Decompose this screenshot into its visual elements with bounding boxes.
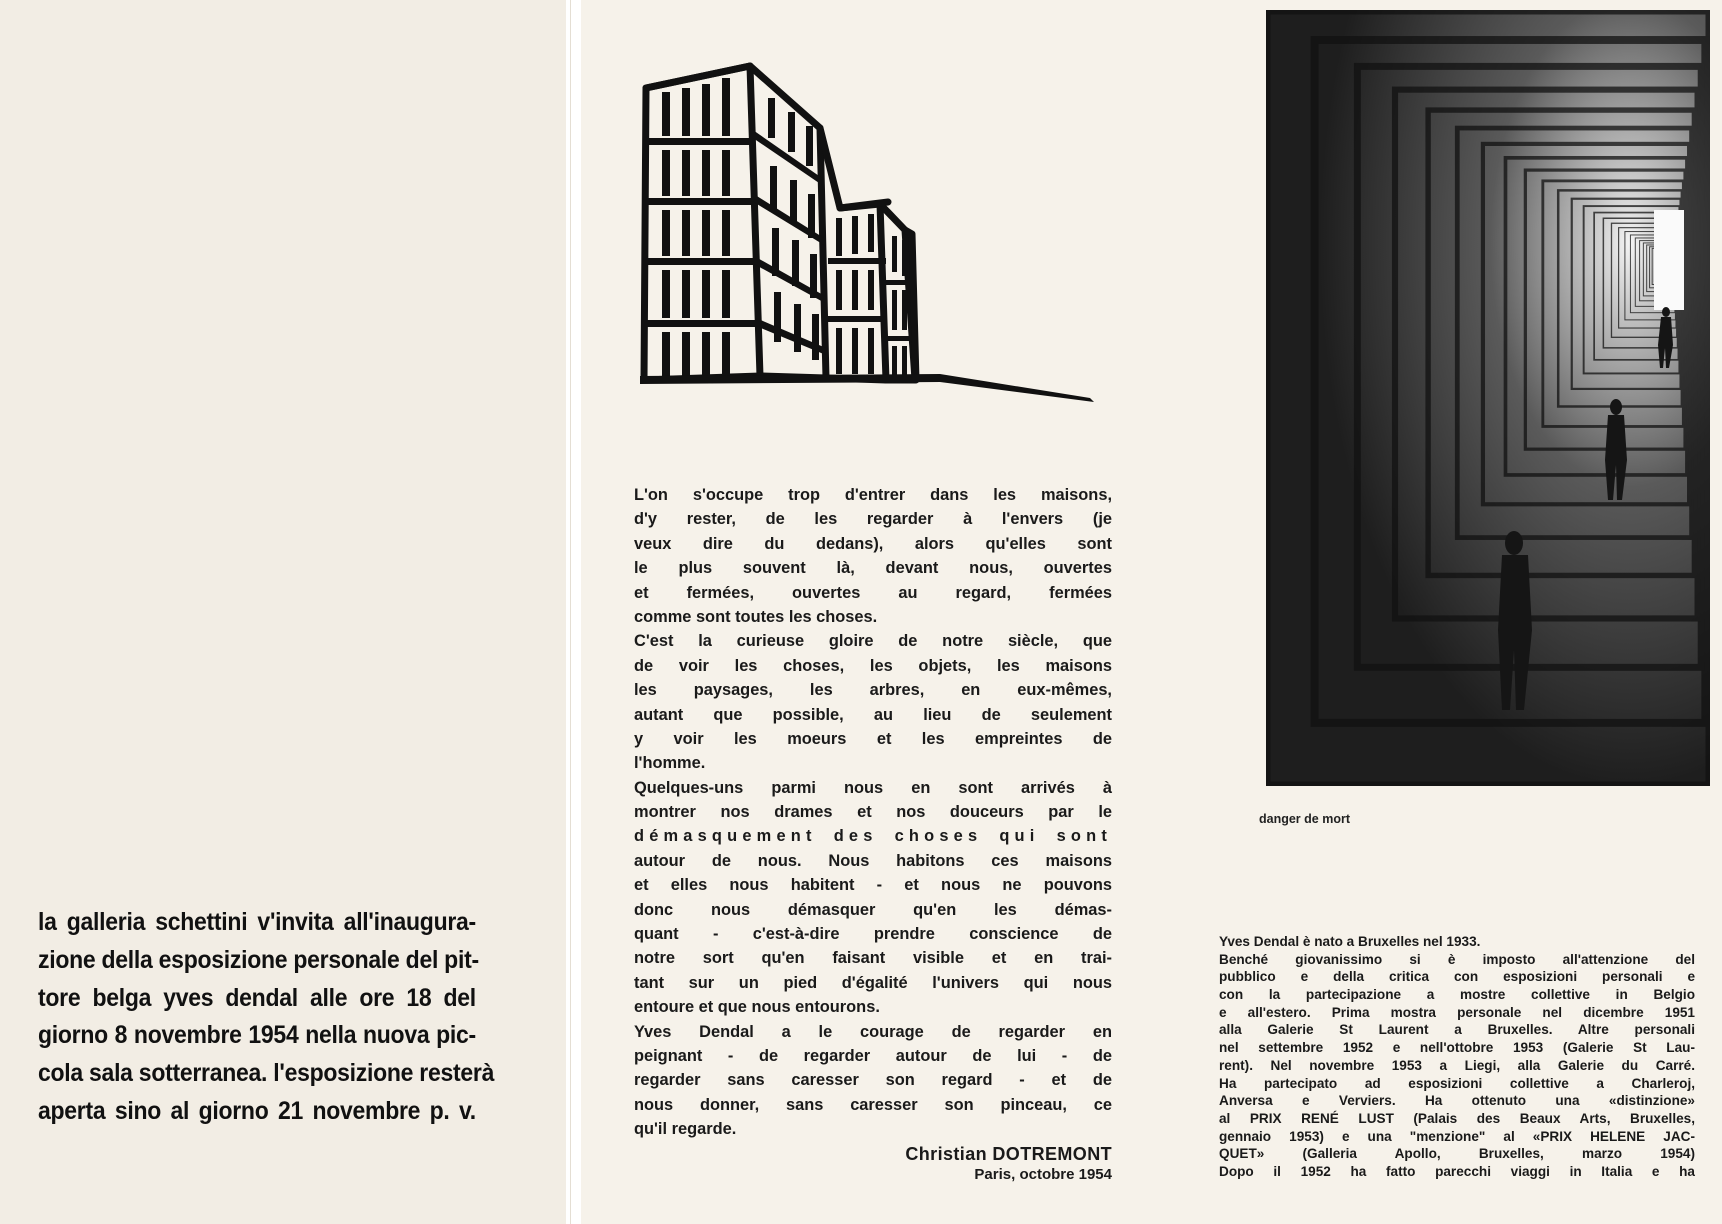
painting-photo: [1266, 10, 1710, 786]
place-date: Paris, octobre 1954: [974, 1166, 1112, 1183]
invitation-line: giorno 8 novembre 1954 nella nuova pic-: [38, 1021, 476, 1050]
invitation-line: tore belga yves dendal alle ore 18 del: [38, 983, 476, 1012]
bio-line: alla Galerie St Laurent a Bruxelles. Altre personali: [1219, 1022, 1695, 1038]
bio-line: Yves Dendal è nato a Bruxelles nel 1933.: [1219, 934, 1481, 949]
invitation-line: la galleria schettini v'invita all'inaugura-: [38, 908, 476, 936]
invitation-line: zione della esposizione personale del pit-: [38, 945, 479, 974]
bio-line: e all'estero. Prima mostra personale nel dicembre 1951: [1219, 1004, 1695, 1020]
invitation-panel: [0, 0, 566, 1224]
corridor-image: [1266, 10, 1710, 786]
bio-line: QUET» (Galleria Apollo, Bruxelles, marzo 1954): [1219, 1146, 1695, 1162]
author-name: Christian DOTREMONT: [905, 1144, 1112, 1164]
essay-line: nous donner, sans caresser son pinceau, ce: [634, 1095, 1112, 1114]
essay-line: les paysages, les arbres, en eux-mêmes,: [634, 681, 1112, 700]
essay-line: de voir les choses, les objets, les maisons: [634, 656, 1112, 675]
essay-line: autour de nous. Nous habitons ces maisons: [634, 851, 1112, 870]
bio-line: Anversa e Verviers. Ha ottenuto una «distinzione»: [1219, 1093, 1695, 1109]
essay-line: donc nous démasquer qu'en les démas-: [634, 900, 1112, 919]
essay-line: démasquement des choses qui sont: [634, 827, 1112, 846]
essay-line: notre sort qu'en faisant visible et en trai-: [634, 949, 1112, 968]
building-drawing: [640, 58, 1100, 408]
invitation-line: cola sala sotterranea. l'esposizione resterà: [38, 1059, 495, 1088]
bio-line: nel settembre 1952 e nell'ottobre 1953 (Galerie St Lau-: [1219, 1040, 1695, 1056]
essay-line: C'est la curieuse gloire de notre siècle, que: [634, 632, 1112, 651]
bio-line: Dopo il 1952 ha fatto parecchi viaggi in Italia e ha: [1219, 1163, 1695, 1179]
essay-line: montrer nos drames et nos douceurs par le: [634, 803, 1112, 822]
essay-line: entoure et que nous entourons.: [634, 998, 880, 1017]
essay-signature: [834, 1142, 1112, 1184]
invitation-text: [38, 904, 495, 1131]
bio-line: rent). Nel novembre 1953 a Liegi, alla Galerie du Carré.: [1219, 1057, 1695, 1073]
bio-line: con la partecipazione a mostre collettive in Belgio: [1219, 987, 1695, 1003]
invitation-line: aperta sino al giorno 21 novembre p. v.: [38, 1096, 476, 1125]
essay-line: quant - c'est-à-dire prendre conscience de: [634, 925, 1112, 944]
bio-line: al PRIX RENÉ LUST (Palais des Beaux Arts, Bruxelles,: [1219, 1110, 1695, 1126]
bio-line: gennaio 1953) e una "menzione" al «PRIX HELENE JAC-: [1219, 1128, 1695, 1144]
essay-line: regarder sans caresser son regard - et de: [634, 1071, 1112, 1090]
essay-line: et elles nous habitent - et nous ne pouvons: [634, 876, 1112, 895]
essay-line: le plus souvent là, devant nous, ouvertes: [634, 559, 1112, 578]
essay-line: autant que possible, au lieu de seulement: [634, 705, 1112, 724]
essay-line: et fermées, ouvertes au regard, fermées: [634, 583, 1112, 602]
essay-line: tant sur un pied d'égalité l'univers qui nous: [634, 973, 1112, 992]
essay-text: [634, 483, 1112, 1142]
photo-caption: danger de mort: [1259, 812, 1350, 826]
bio-line: Ha partecipato ad esposizioni collettive a Charleroj,: [1219, 1075, 1695, 1091]
essay-line: qu'il regarde.: [634, 1120, 737, 1139]
essay-line: Quelques-uns parmi nous en sont arrivés à: [634, 778, 1112, 797]
essay-line: y voir les moeurs et les empreintes de: [634, 729, 1112, 748]
bio-line: pubblico e della critica con esposizioni personali e: [1219, 969, 1695, 985]
essay-line: peignant - de regarder autour de lui - de: [634, 1046, 1112, 1065]
essay-line: veux dire du dedans), alors qu'elles sont: [634, 534, 1112, 553]
essay-line: d'y rester, de les regarder à l'envers (je: [634, 510, 1112, 529]
essay-line: l'homme.: [634, 754, 706, 773]
essay-line: L'on s'occupe trop d'entrer dans les maisons,: [634, 486, 1112, 504]
page-divider: [570, 0, 571, 1224]
essay-line: comme sont toutes les choses.: [634, 607, 878, 626]
biography-text: [1219, 933, 1695, 1181]
essay-line: Yves Dendal a le courage de regarder en: [634, 1022, 1112, 1041]
bio-line: Benché giovanissimo si è imposto all'attenzione del: [1219, 951, 1695, 967]
